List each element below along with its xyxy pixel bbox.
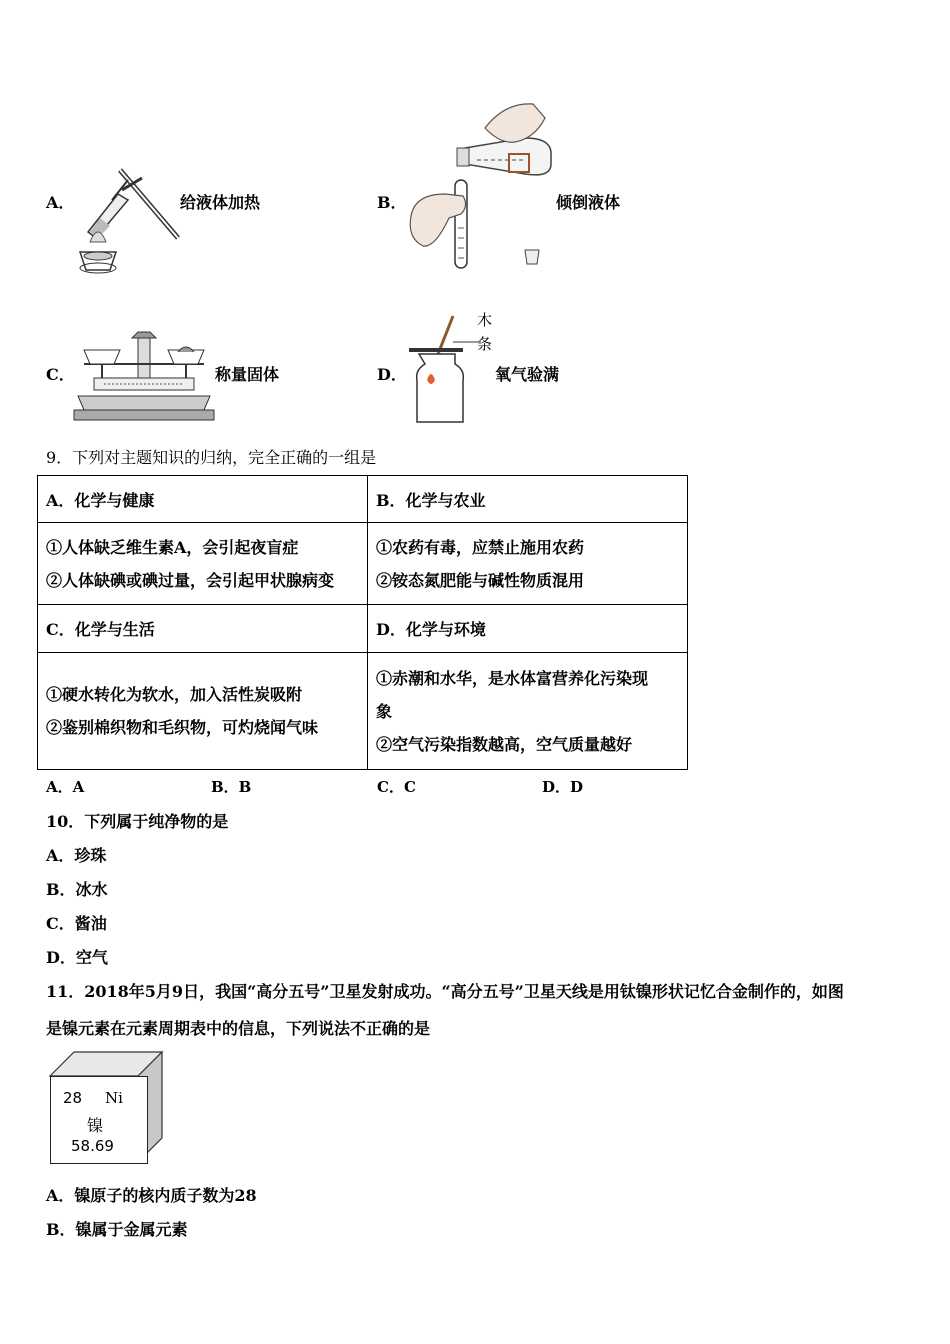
q9-a-item-2: ②人体缺碘或碘过量，会引起甲状腺病变 <box>46 570 335 590</box>
option-d-letter: D． <box>377 365 407 384</box>
q10-choice-d: D．空气 <box>46 948 108 967</box>
option-b-caption: 倾倒液体 <box>556 193 621 212</box>
q11-choice-a: A．镍原子的核内质子数为28 <box>46 1186 257 1205</box>
q9-cell-d-items <box>368 653 688 770</box>
q11-stem-line-2: 是镍元素在元素周期表中的信息，下列说法不正确的是 <box>46 1019 431 1038</box>
option-c-letter: C． <box>46 365 75 384</box>
q9-d-item-3: ②空气污染指数越高，空气质量越好 <box>376 734 633 754</box>
q9-c-item-1: ①硬水转化为软水，加入活性炭吸附 <box>46 685 303 704</box>
q9-cell-c-items <box>38 653 368 770</box>
balance-scale-illustration <box>74 330 214 428</box>
option-d-caption: 氧气验满 <box>495 365 560 384</box>
q9-cell-a-items <box>38 523 368 605</box>
q10-choice-a: A．珍珠 <box>46 846 107 865</box>
q9-cell-d-header: D．化学与环境 <box>368 605 688 653</box>
q9-choice-b: B．B <box>211 778 252 796</box>
option-b-letter: B． <box>377 193 407 212</box>
q9-cell-b-header: B．化学与农业 <box>368 476 688 523</box>
q9-cell-a-header: A．化学与健康 <box>38 476 368 523</box>
heating-liquid-illustration <box>70 160 185 280</box>
q9-c-item-2: ②鉴别棉织物和毛织物，可灼烧闻气味 <box>46 718 319 737</box>
q11-stem-line-1: 11．2018年5月9日，我国“高分五号”卫星发射成功。“高分五号”卫星天线是用钛镍形状记忆合金制作的，如图 <box>46 982 844 1001</box>
q9-choice-d: D．D <box>542 778 584 796</box>
q9-d-item-2: 象 <box>376 701 393 721</box>
element-atomic-number: 28 <box>63 1089 83 1107</box>
pouring-liquid-illustration <box>405 98 555 278</box>
option-a-caption: 给液体加热 <box>180 193 261 212</box>
option-a-letter: A． <box>46 193 75 212</box>
element-name: 镍 <box>87 1116 104 1135</box>
element-symbol: Ni <box>105 1089 123 1107</box>
q9-b-item-1: ①农药有毒，应禁止施用农药 <box>376 537 585 557</box>
q10-choice-b: B．冰水 <box>46 880 108 899</box>
q9-choice-c: C．C <box>377 778 416 796</box>
wood-label-2: 条 <box>477 335 493 353</box>
q11-choice-b: B．镍属于金属元素 <box>46 1220 188 1239</box>
element-card-face <box>50 1076 148 1164</box>
wood-label-1: 木 <box>477 311 493 329</box>
oxygen-test-illustration <box>405 312 485 428</box>
q9-cell-b-items <box>368 523 688 605</box>
q9-b-item-2: ②铵态氮肥能与碱性物质混用 <box>376 570 585 590</box>
q10-stem: 10．下列属于纯净物的是 <box>46 812 229 831</box>
q10-choice-c: C．酱油 <box>46 914 107 933</box>
q9-choice-a: A．A <box>46 778 85 796</box>
element-atomic-mass: 58.69 <box>71 1137 114 1155</box>
q9-cell-c-header: C．化学与生活 <box>38 605 368 653</box>
option-c-caption: 称量固体 <box>215 365 280 384</box>
q9-stem: 9．下列对主题知识的归纳，完全正确的一组是 <box>46 448 377 467</box>
q9-a-item-1: ①人体缺乏维生素A，会引起夜盲症 <box>46 537 299 557</box>
q9-d-item-1: ①赤潮和水华，是水体富营养化污染现 <box>376 668 649 688</box>
q9-table <box>37 475 688 770</box>
